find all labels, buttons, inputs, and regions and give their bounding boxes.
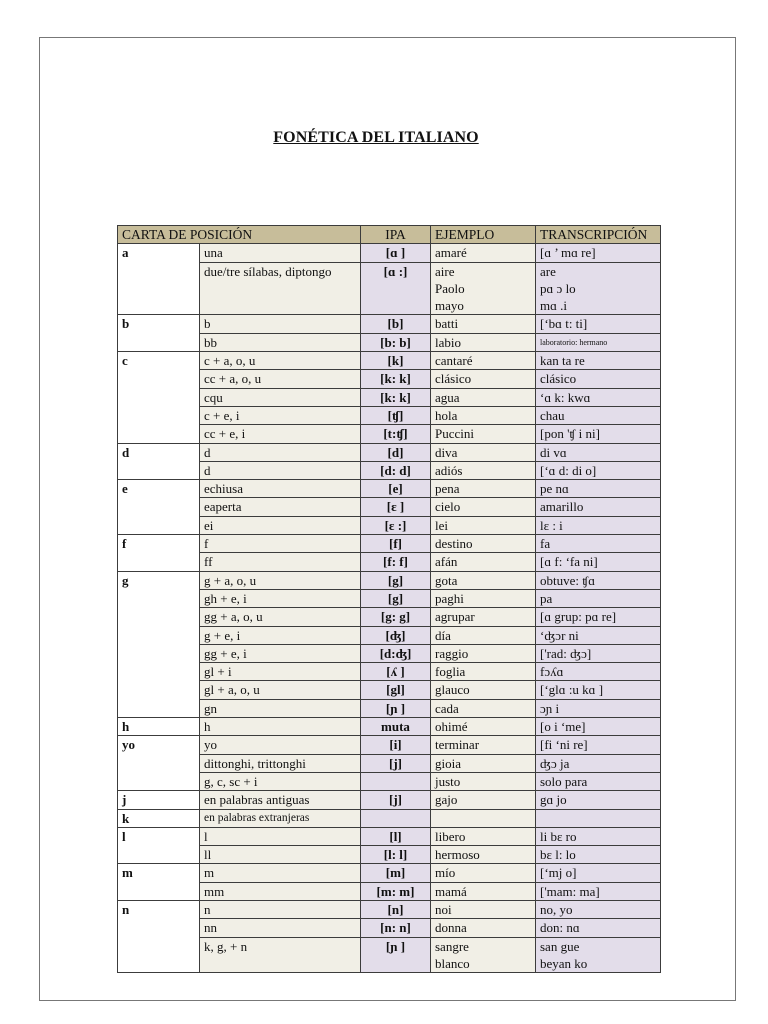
position-cell: g + e, i <box>200 626 361 644</box>
example-cell: cada <box>431 699 536 717</box>
transcription-cell <box>536 809 661 827</box>
ipa-cell: [j] <box>361 754 431 772</box>
position-cell: ff <box>200 553 361 571</box>
table-row <box>118 864 661 882</box>
table-row <box>118 388 661 406</box>
example-cell: gioia <box>431 754 536 772</box>
table-row <box>118 846 661 864</box>
table-row <box>118 571 661 589</box>
example-cell: labio <box>431 333 536 351</box>
letter-cell: a <box>118 244 200 315</box>
position-cell: cc + a, o, u <box>200 370 361 388</box>
table-row <box>118 900 661 918</box>
ipa-cell: [ɑ ] <box>361 244 431 262</box>
example-cell: destino <box>431 535 536 553</box>
example-cell: lei <box>431 516 536 534</box>
position-cell: d <box>200 443 361 461</box>
ipa-cell: [k: k] <box>361 370 431 388</box>
example-cell: terminar <box>431 736 536 754</box>
transcription-cell: [ɑ f: ‘fa ni] <box>536 553 661 571</box>
table-row <box>118 718 661 736</box>
ipa-cell: [m] <box>361 864 431 882</box>
example-cell: noi <box>431 900 536 918</box>
position-cell: m <box>200 864 361 882</box>
position-cell: n <box>200 900 361 918</box>
table-row <box>118 882 661 900</box>
transcription-cell: ['mam: ma] <box>536 882 661 900</box>
position-cell: nn <box>200 919 361 937</box>
table-row <box>118 244 661 262</box>
ipa-cell: [ʎ ] <box>361 663 431 681</box>
table-row <box>118 553 661 571</box>
ipa-cell: [m: m] <box>361 882 431 900</box>
letter-cell: h <box>118 718 200 736</box>
example-cell: gota <box>431 571 536 589</box>
letter-cell: f <box>118 535 200 572</box>
transcription-cell: [‘ɑ d: di o] <box>536 461 661 479</box>
table-row <box>118 315 661 333</box>
example-cell: afán <box>431 553 536 571</box>
ipa-cell: [ɲ ] <box>361 699 431 717</box>
transcription-cell: ɔɲ i <box>536 699 661 717</box>
transcription-cell: gɑ jo <box>536 791 661 809</box>
position-cell: due/tre sílabas, diptongo <box>200 262 361 315</box>
transcription-cell: lɛ : i <box>536 516 661 534</box>
transcription-cell: san gue beyan ko <box>536 937 661 973</box>
ipa-cell <box>361 809 431 827</box>
ipa-cell: [g: g] <box>361 608 431 626</box>
example-cell: hola <box>431 406 536 424</box>
position-cell: cqu <box>200 388 361 406</box>
transcription-cell: ʤɔ ja <box>536 754 661 772</box>
position-cell: g, c, sc + i <box>200 772 361 790</box>
table-row <box>118 535 661 553</box>
header-transcripcion: TRANSCRIPCIÓN <box>536 226 661 244</box>
position-cell: g + a, o, u <box>200 571 361 589</box>
example-cell: diva <box>431 443 536 461</box>
position-cell: eaperta <box>200 498 361 516</box>
position-cell: gl + i <box>200 663 361 681</box>
position-cell: yo <box>200 736 361 754</box>
letter-cell: n <box>118 900 200 972</box>
position-cell: h <box>200 718 361 736</box>
table-row <box>118 919 661 937</box>
transcription-cell: no, yo <box>536 900 661 918</box>
table-row <box>118 461 661 479</box>
transcription-cell: di vɑ <box>536 443 661 461</box>
position-cell: b <box>200 315 361 333</box>
example-cell: amaré <box>431 244 536 262</box>
example-cell: aire Paolo mayo <box>431 262 536 315</box>
transcription-cell: [ɑ grup: pɑ re] <box>536 608 661 626</box>
transcription-cell: clásico <box>536 370 661 388</box>
ipa-cell: [ɛ ] <box>361 498 431 516</box>
position-cell: d <box>200 461 361 479</box>
table-row <box>118 791 661 809</box>
table-header-row <box>118 226 661 244</box>
transcription-cell: kan ta re <box>536 352 661 370</box>
position-cell: k, g, + n <box>200 937 361 973</box>
table-row <box>118 370 661 388</box>
ipa-cell: [n] <box>361 900 431 918</box>
ipa-cell: [j] <box>361 791 431 809</box>
position-cell: en palabras extranjeras <box>200 809 361 827</box>
table-row <box>118 608 661 626</box>
document-title: FONÉTICA DEL ITALIANO <box>273 129 479 146</box>
ipa-cell: [k] <box>361 352 431 370</box>
example-cell: libero <box>431 827 536 845</box>
table-row <box>118 516 661 534</box>
example-cell: día <box>431 626 536 644</box>
position-cell: gn <box>200 699 361 717</box>
transcription-cell: pa <box>536 589 661 607</box>
ipa-cell: [g] <box>361 589 431 607</box>
example-cell: ohimé <box>431 718 536 736</box>
letter-cell: yo <box>118 736 200 791</box>
ipa-cell: [f: f] <box>361 553 431 571</box>
example-cell: justo <box>431 772 536 790</box>
ipa-cell: [n: n] <box>361 919 431 937</box>
table-row <box>118 498 661 516</box>
example-cell: clásico <box>431 370 536 388</box>
transcription-cell: fɔʎɑ <box>536 663 661 681</box>
transcription-cell: amarillo <box>536 498 661 516</box>
position-cell: c + e, i <box>200 406 361 424</box>
example-cell <box>431 809 536 827</box>
position-cell: una <box>200 244 361 262</box>
position-cell: gl + a, o, u <box>200 681 361 699</box>
example-cell: foglia <box>431 663 536 681</box>
table-row <box>118 681 661 699</box>
transcription-cell: [‘glɑ :u kɑ ] <box>536 681 661 699</box>
letter-cell: k <box>118 809 200 827</box>
transcription-cell: fa <box>536 535 661 553</box>
position-cell: l <box>200 827 361 845</box>
ipa-cell: [l: l] <box>361 846 431 864</box>
ipa-cell: [d] <box>361 443 431 461</box>
letter-cell: g <box>118 571 200 717</box>
example-cell: adiós <box>431 461 536 479</box>
table-row <box>118 443 661 461</box>
ipa-cell: [ʤ] <box>361 626 431 644</box>
header-ejemplo: EJEMPLO <box>431 226 536 244</box>
example-cell: agrupar <box>431 608 536 626</box>
transcription-cell: [o i ‘me] <box>536 718 661 736</box>
table-row <box>118 699 661 717</box>
position-cell: gh + e, i <box>200 589 361 607</box>
table-row <box>118 333 661 351</box>
position-cell: mm <box>200 882 361 900</box>
transcription-cell: bɛ l: lo <box>536 846 661 864</box>
ipa-cell: [ɛ :] <box>361 516 431 534</box>
ipa-cell: [ɑ :] <box>361 262 431 315</box>
letter-cell: c <box>118 352 200 443</box>
table-row <box>118 425 661 443</box>
table-row <box>118 480 661 498</box>
example-cell: cantaré <box>431 352 536 370</box>
transcription-cell: laboratorio: hermano <box>536 333 661 351</box>
example-cell: cielo <box>431 498 536 516</box>
ipa-cell: [b] <box>361 315 431 333</box>
position-cell: gg + e, i <box>200 644 361 662</box>
example-cell: sangre blanco <box>431 937 536 973</box>
transcription-cell: ['rad: ʤɔ] <box>536 644 661 662</box>
example-cell: raggio <box>431 644 536 662</box>
ipa-cell: muta <box>361 718 431 736</box>
header-carta-posicion: CARTA DE POSICIÓN <box>118 226 361 244</box>
transcription-cell: [‘bɑ t: ti] <box>536 315 661 333</box>
table-row <box>118 937 661 973</box>
ipa-cell: [t:ʧ] <box>361 425 431 443</box>
transcription-cell: [pon 'ʧ i ni] <box>536 425 661 443</box>
example-cell: donna <box>431 919 536 937</box>
transcription-cell: [fi ‘ni re] <box>536 736 661 754</box>
example-cell: hermoso <box>431 846 536 864</box>
table-row <box>118 772 661 790</box>
position-cell: c + a, o, u <box>200 352 361 370</box>
ipa-cell: [i] <box>361 736 431 754</box>
letter-cell: e <box>118 480 200 535</box>
table-row <box>118 809 661 827</box>
position-cell: echiusa <box>200 480 361 498</box>
position-cell: f <box>200 535 361 553</box>
transcription-cell: li bɛ ro <box>536 827 661 845</box>
ipa-cell: [d:ʤ] <box>361 644 431 662</box>
table-row <box>118 736 661 754</box>
ipa-cell: [ɲ ] <box>361 937 431 973</box>
table-row <box>118 754 661 772</box>
position-cell: en palabras antiguas <box>200 791 361 809</box>
table-row <box>118 663 661 681</box>
ipa-cell: [b: b] <box>361 333 431 351</box>
ipa-cell: [g] <box>361 571 431 589</box>
table-row <box>118 262 661 315</box>
example-cell: pena <box>431 480 536 498</box>
position-cell: ei <box>200 516 361 534</box>
transcription-cell: ‘ʤɔr ni <box>536 626 661 644</box>
position-cell: bb <box>200 333 361 351</box>
ipa-cell: [gl] <box>361 681 431 699</box>
table-row <box>118 644 661 662</box>
table-row <box>118 406 661 424</box>
transcription-cell: obtuve: ʧɑ <box>536 571 661 589</box>
transcription-cell: are pɑ ɔ lo mɑ .i <box>536 262 661 315</box>
phonetics-table <box>117 225 661 973</box>
transcription-cell: solo para <box>536 772 661 790</box>
transcription-cell: [ɑ ’ mɑ re] <box>536 244 661 262</box>
example-cell: glauco <box>431 681 536 699</box>
table-row <box>118 626 661 644</box>
position-cell: dittonghi, trittonghi <box>200 754 361 772</box>
ipa-cell: [e] <box>361 480 431 498</box>
position-cell: gg + a, o, u <box>200 608 361 626</box>
letter-cell: b <box>118 315 200 352</box>
ipa-cell: [l] <box>361 827 431 845</box>
example-cell: mamá <box>431 882 536 900</box>
table-row <box>118 827 661 845</box>
example-cell: paghi <box>431 589 536 607</box>
transcription-cell: chau <box>536 406 661 424</box>
ipa-cell: [k: k] <box>361 388 431 406</box>
transcription-cell: [‘mj o] <box>536 864 661 882</box>
example-cell: mío <box>431 864 536 882</box>
letter-cell: d <box>118 443 200 480</box>
example-cell: Puccini <box>431 425 536 443</box>
position-cell: ll <box>200 846 361 864</box>
letter-cell: l <box>118 827 200 864</box>
example-cell: batti <box>431 315 536 333</box>
ipa-cell <box>361 772 431 790</box>
table-row <box>118 589 661 607</box>
transcription-cell: pe nɑ <box>536 480 661 498</box>
example-cell: agua <box>431 388 536 406</box>
position-cell: cc + e, i <box>200 425 361 443</box>
table-row <box>118 352 661 370</box>
transcription-cell: don: nɑ <box>536 919 661 937</box>
header-ipa: IPA <box>361 226 431 244</box>
example-cell: gajo <box>431 791 536 809</box>
ipa-cell: [ʧ] <box>361 406 431 424</box>
ipa-cell: [f] <box>361 535 431 553</box>
transcription-cell: ‘ɑ k: kwɑ <box>536 388 661 406</box>
table-body <box>118 244 661 973</box>
ipa-cell: [d: d] <box>361 461 431 479</box>
letter-cell: m <box>118 864 200 901</box>
letter-cell: j <box>118 791 200 809</box>
